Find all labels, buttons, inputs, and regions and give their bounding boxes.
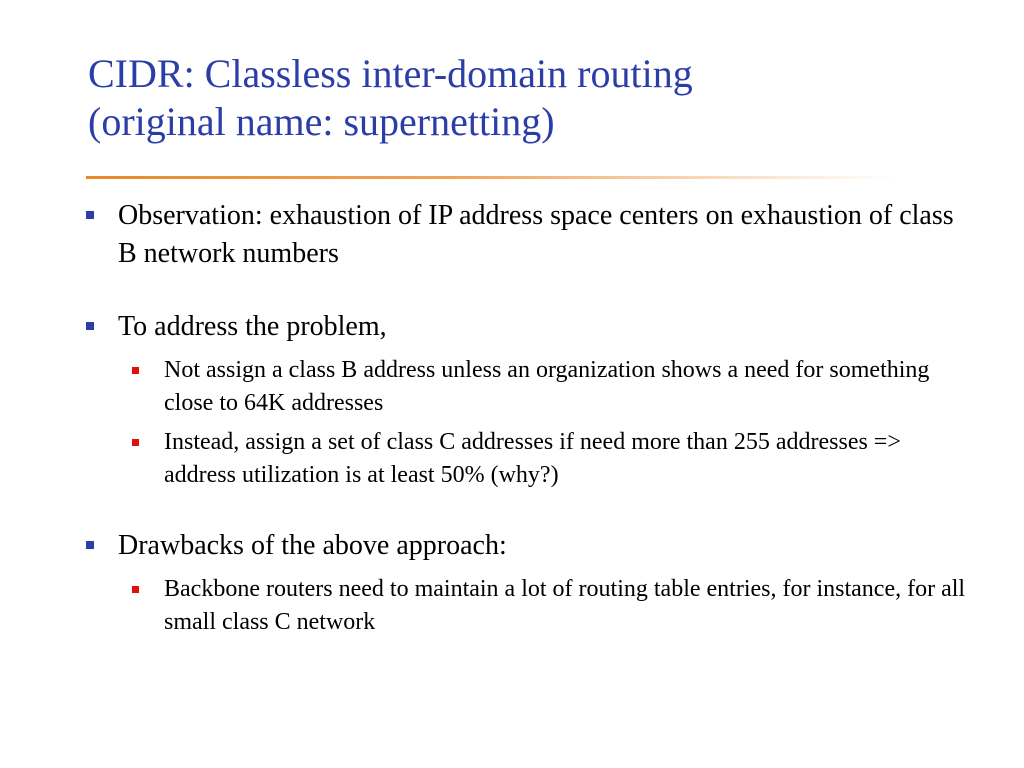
bullet-observation bbox=[86, 197, 966, 273]
sub-bullet-text: Instead, assign a set of class C addresses if need more than 255 addresses => address utilization is at least 50% (why?) bbox=[164, 429, 901, 488]
title-divider bbox=[86, 176, 896, 179]
square-bullet-icon bbox=[86, 211, 94, 219]
square-sub-bullet-icon bbox=[132, 439, 139, 446]
sub-bullet-text: Not assign a class B address unless an organization shows a need for something close to 64K addresses bbox=[164, 357, 930, 416]
square-bullet-icon bbox=[86, 322, 94, 330]
title-line-1: CIDR: Classless inter-domain routing bbox=[88, 51, 693, 96]
bullet-address-problem bbox=[86, 308, 966, 346]
square-sub-bullet-icon bbox=[132, 586, 139, 593]
bullet-drawbacks bbox=[86, 527, 966, 565]
slide-title bbox=[88, 50, 968, 146]
square-bullet-icon bbox=[86, 541, 94, 549]
sub-bullet-class-c bbox=[86, 426, 966, 492]
title-line-2: (original name: supernetting) bbox=[88, 99, 555, 144]
sub-bullet-backbone bbox=[86, 573, 966, 639]
bullet-text: To address the problem, bbox=[118, 311, 387, 342]
sub-bullet-class-b bbox=[86, 354, 966, 420]
bullet-text: Observation: exhaustion of IP address space centers on exhaustion of class B network numbers bbox=[118, 200, 954, 269]
bullet-text: Drawbacks of the above approach: bbox=[118, 530, 507, 561]
slide-body bbox=[86, 197, 966, 639]
sub-bullet-text: Backbone routers need to maintain a lot of routing table entries, for instance, for all small class C network bbox=[164, 576, 966, 635]
square-sub-bullet-icon bbox=[132, 367, 139, 374]
